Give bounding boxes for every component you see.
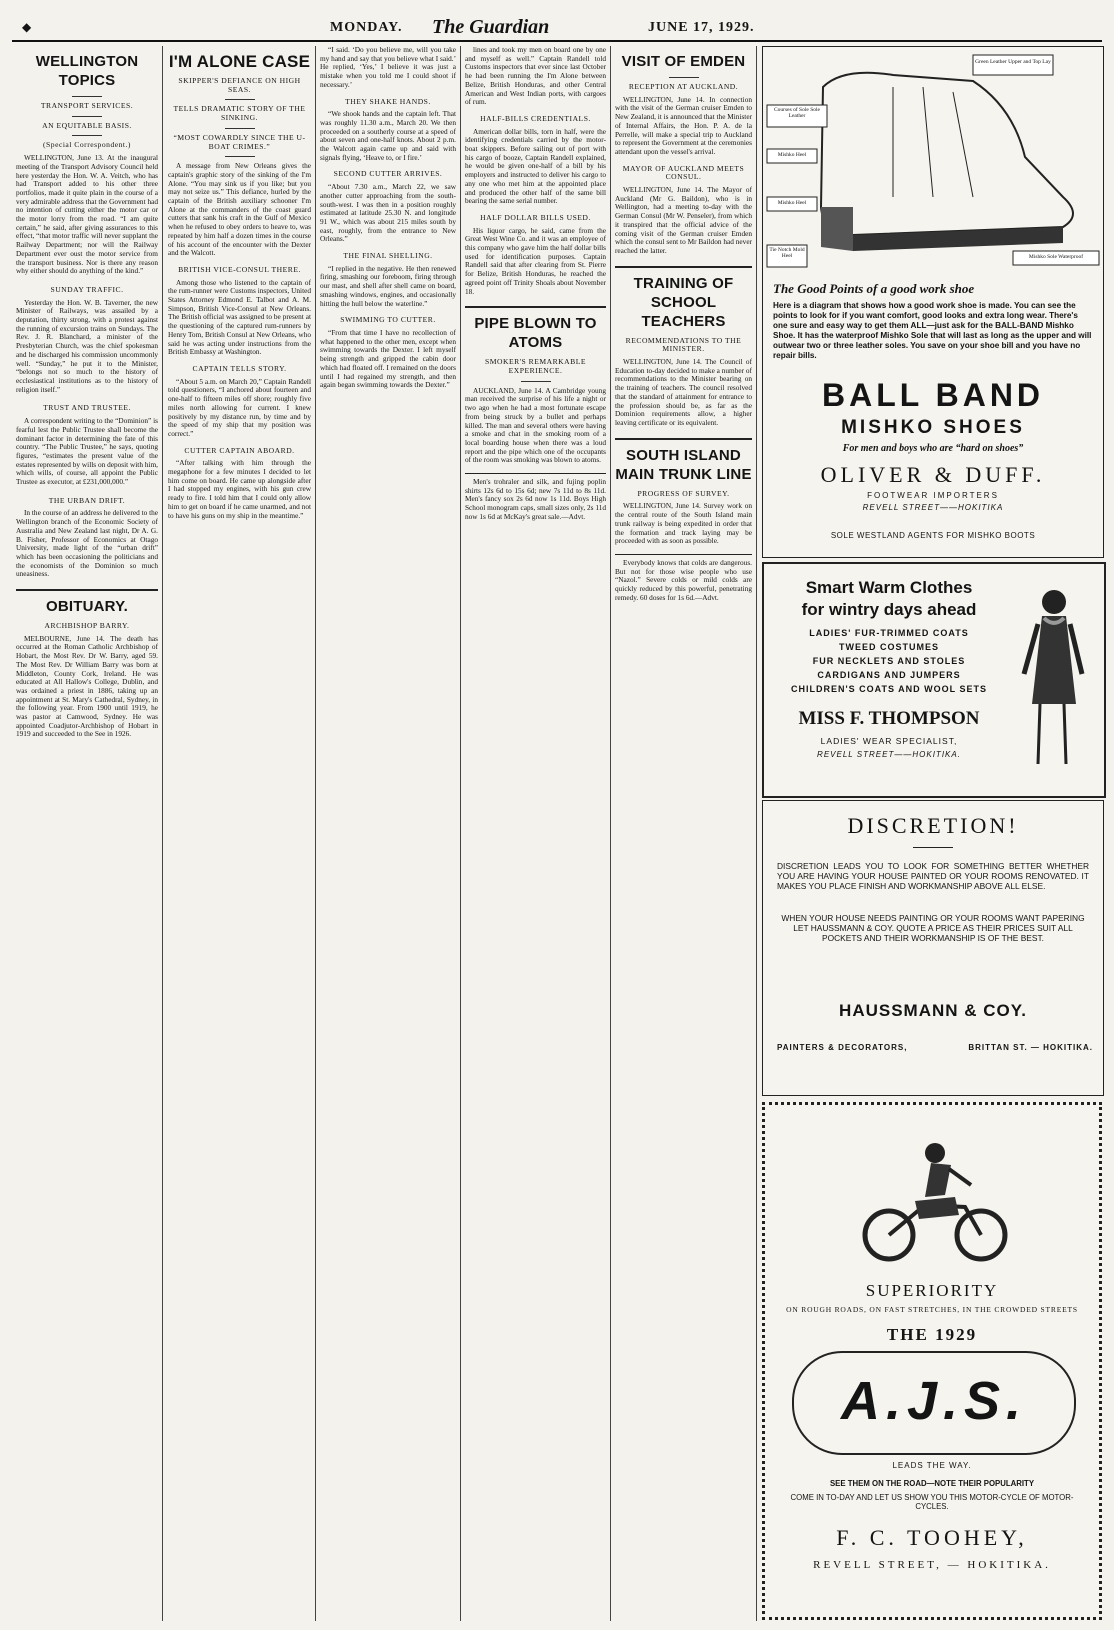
article-subhead: TRANSPORT SERVICES. xyxy=(40,101,134,110)
section-heading: SWIMMING TO CUTTER. xyxy=(340,315,436,325)
article-paragraph: Among those who listened to the captain of the rum-runner were Customs inspectors, United States Attorney Edmond E. Talbot and A. M. Simpson, British Vice-Consul at New Orleans. The British official was assigned to be present at the questioning of the captured rum-runners by Henry Tom, British Consul at New Orleans, who said he was acting under instructions from the British Embassy at Washington. xyxy=(168,277,311,357)
article-paragraph: “After talking with him through the megaphone for a few minutes I decided to let him come on board. He came up alongside after I had stopped my engines, with his gun crew ready to fire. I told him that I could only allow him to get on board if he came unarmed, and not to have his guns on my ship in the meantime.” xyxy=(168,458,311,520)
advertisement-text: Everybody knows that colds are dangerous. But not for those wise people who use “Nazol.” Severe colds or mild colds are quickly reduced by this powerful, penetrating remedy. 60 doses for 1s 6d.—Advt. xyxy=(615,557,752,602)
ad-headline: Smart Warm Clothes xyxy=(805,578,973,597)
ad-line: SEE THEM ON THE ROAD—NOTE THEIR POPULARITY xyxy=(829,1479,1035,1488)
firm-role: PAINTERS & DECORATORS, xyxy=(777,1043,908,1052)
firm-role: LADIES' WEAR SPECIALIST, xyxy=(820,736,958,746)
divider xyxy=(72,96,102,97)
firm-name: OLIVER & DUFF. xyxy=(820,462,1046,487)
firm-name: HAUSSMANN & COY. xyxy=(839,1001,1027,1020)
motorcycle-rider-icon xyxy=(855,1135,1015,1265)
masthead-day: MONDAY. xyxy=(330,20,403,35)
section-heading: THE FINAL SHELLING. xyxy=(343,251,433,261)
article-paragraph: American dollar bills, torn in half, were the identifying credentials carried by the motor-boat skippers. Before sailing out of port with his cargo of booze, Captain Randell explained, he would be given one-half of a bill by his employers and instructed to deliver his cargo to any one who met him at the appointed place and produced the other half of the same bill bearing the same serial number. xyxy=(465,126,606,206)
article-paragraph: A correspondent writing to the “Dominion” is fearful lest the Public Trustee shall become the dominant factor in determining the fate of this country. “The Public Trustee,” he says, quoting figures, “estimates the present value of the estates represented by wills on deposit with him, which wills, of course, all appoint the Public Trustee as executor, at £231,000,000.” xyxy=(16,416,158,487)
ad-subhead: ON ROUGH ROADS, ON FAST STRETCHES, IN THE CROWDED STREETS xyxy=(786,1305,1078,1314)
firm-address: REVELL STREET, — HOKITIKA. xyxy=(813,1559,1051,1571)
ad-headline: THE 1929 xyxy=(886,1325,978,1344)
article-headline: WELLINGTON TOPICS xyxy=(35,53,139,89)
firm-address: BRITTAN ST. — HOKITIKA. xyxy=(968,1043,1093,1052)
firm-name: F. C. TOOHEY, xyxy=(836,1525,1028,1550)
article-paragraph: In the course of an address he delivered to the Wellington branch of the Economic Society of Australia and New Zealand last night, Dr A. G. B. Fisher, Professor of Economics at Otago University, made light of the “urban drift” which has been occasioning the politicians and the economists of the Dominion so much uneasiness. xyxy=(16,508,158,579)
divider xyxy=(225,99,255,100)
section-heading: BRITISH VICE-CONSUL THERE. xyxy=(178,264,301,274)
article-subhead: “MOST COWARDLY SINCE THE U-BOAT CRIMES.” xyxy=(173,132,306,151)
section-heading: SECOND CUTTER ARRIVES. xyxy=(333,169,443,179)
ad-body: WHEN YOUR HOUSE NEEDS PAINTING OR YOUR ROOMS WANT PAPERING LET HAUSSMANN & COY. QUOTE A PRICE AS THEIR PRICES SUIT ALL POCKETS AND THEIR WORKMANSHIP IS OF THE BEST. xyxy=(781,913,1085,943)
column-im-alone-continued xyxy=(320,46,456,1621)
article-headline: PIPE BLOWN TO ATOMS xyxy=(474,315,597,352)
ad-line: TWEED COSTUMES xyxy=(838,642,939,652)
article-paragraph: WELLINGTON, June 13. At the inaugural meeting of the Transport Advisory Council held here yesterday the Hon. W. A. Veitch, who has had Transport added to his other three portfolios, made it quite plain in the course of a very admirable address that the Government had no intention of cutting either the motor car or the motor lorry from the road. “I am quite certain,” he said, after giving assurances to this effect, “that motor traffic will never supplant the Railway Department; nor will the Railway Department ever oust the motor service from the transport business. Nor is there any reason why either should do anything of the kind.” xyxy=(16,153,158,276)
article-subhead: SMOKER'S REMARKABLE EXPERIENCE. xyxy=(485,357,586,375)
article-headline: VISIT OF EMDEN xyxy=(621,53,746,70)
article-paragraph: WELLINGTON, June 14. The Mayor of Auckland (Mr G. Baildon), who is in Wellington, had a meeting to-day with the German Consul (Mr W. Penseler), from which it transpired that the official advice of the coming visit of the German cruiser Emden which the consul sent to Mr Baildon had never reached the latter. xyxy=(615,185,752,255)
section-heading: TRUST AND TRUSTEE. xyxy=(43,403,131,413)
section-heading: THEY SHAKE HANDS. xyxy=(345,96,431,106)
article-paragraph: lines and took my men on board one by one and myself as well.” Captain Randell told Customs inspectors that ever since last October he had been running the I'm Alone between Belize, British Honduras, and other Central American and West Indian ports, with cargoes of rum. xyxy=(465,46,606,107)
diagram-label: Mishko Heel xyxy=(777,200,807,206)
column-rule xyxy=(162,46,163,1621)
masthead-paper-title: The Guardian xyxy=(432,16,550,38)
firm-address: REVELL STREET——HOKITIKA. xyxy=(817,750,961,759)
divider xyxy=(465,473,606,474)
article-subhead: RECEPTION AT AUCKLAND. xyxy=(628,82,739,91)
divider xyxy=(72,135,102,136)
section-heading: THE URBAN DRIFT. xyxy=(48,495,126,505)
advertisement-text: Men's trohraler and silk, and fujing poplin shirts 12s 6d to 15s 6d; new 7s 11d to 8s 11d. Men's fancy sox 2s 6d now 1s 11d. Boys High School monogram caps, small sizes only, 2s 11d now 1s 6d at McKay's great sale.—Advt. xyxy=(465,477,606,521)
ad-line: COME IN TO-DAY AND LET US SHOW YOU THIS MOTOR-CYCLE OF MOTOR-CYCLES. xyxy=(790,1493,1074,1511)
diagram-label: Tie Notch Mold Heel xyxy=(769,247,805,259)
shoe-advertisement xyxy=(762,46,1104,558)
column-rule xyxy=(315,46,316,1621)
ad-headline: SUPERIORITY xyxy=(865,1281,999,1300)
masthead-ornament: ◆ xyxy=(22,20,32,34)
firm-agents: SOLE WESTLAND AGENTS FOR MISHKO BOOTS xyxy=(830,531,1036,540)
discretion-advertisement xyxy=(762,800,1104,1096)
ad-body: DISCRETION LEADS YOU TO LOOK FOR SOMETHING BETTER WHETHER YOU ARE HAVING YOUR HOUSE PAINTED OR YOUR ROOMS RENOVATED. IT MAKES YOU PLACE FINISH AND WORKMANSHIP ABOVE ALL ELSE. xyxy=(777,861,1089,891)
article-paragraph: WELLINGTON, June 14. The Council of Education to-day decided to make a number of recommendations to the Minister bearing on the training of teachers. The council resolved that the standard of attainment for entrance to the profession should be, as far as the Dominion requirements allow, a higher leaving certificate or its equivalent. xyxy=(615,357,752,427)
column-rule xyxy=(756,46,757,1621)
ad-headline: The Good Points of a good work shoe xyxy=(773,281,975,296)
column-rule xyxy=(610,46,611,1621)
brand-subtitle: MISHKO SHOES xyxy=(841,417,1025,438)
article-paragraph: WELLINGTON, June 14. In connection with the visit of the German cruiser Emden to New Zealand, it is announced that the Minister of Internal Affairs, the Hon. P. A. de la Perrelle, will make a special trip to Auckland to represent the Government at the ceremonies attendant upon the vessel's arrival. xyxy=(615,94,752,156)
divider xyxy=(913,847,953,848)
shoe-diagram-icon xyxy=(763,47,1103,277)
divider xyxy=(225,128,255,129)
article-paragraph: WELLINGTON, June 14. Survey work on the central route of the South Island main trunk railway is being expedited in order that the formation and track laying may be proceeded with as soon as possible. xyxy=(615,501,752,546)
ad-body: Here is a diagram that shows how a good work shoe is made. You can see the points to look for if you want comfort, good looks and extra long wear. There's one sure and easy way to get them ALL—just ask for the BALL-BAND Mishko Shoe. It has the waterproof Mishko Sole that will last as long as the upper and will outwear two or three leather soles. You save on your shoe bill and you have no repair bills. xyxy=(773,301,1092,360)
diagram-label: Mishko Sole Waterproof xyxy=(1028,254,1084,260)
ad-line: FUR NECKLETS AND STOLES xyxy=(812,656,966,666)
section-heading: HALF DOLLAR BILLS USED. xyxy=(480,212,591,222)
column-emden-teachers xyxy=(615,46,752,1621)
firm-subtitle: FOOTWEAR IMPORTERS xyxy=(867,491,999,500)
article-paragraph: His liquor cargo, he said, came from the Great West Wine Co. and it was an employee of this company who gave him the half dollar bills used for identification purposes. Captain Randell said that after clearing from St. Pierre for Belize, British Honduras, he reached the agreed point off Trinity Shoals about November 18. xyxy=(465,225,606,296)
column-im-alone-case xyxy=(168,46,311,1621)
obituary-subhead: ARCHBISHOP BARRY. xyxy=(44,621,130,631)
masthead xyxy=(12,14,1102,42)
column-rule xyxy=(460,46,461,1621)
section-heading: HALF-BILLS CREDENTIALS. xyxy=(480,113,591,123)
woman-figure-icon xyxy=(1012,584,1092,774)
article-paragraph: AUCKLAND, June 14. A Cambridge young man received the surprise of his life a night or two ago when he had a most fortunate escape from being struck by a bullet and perhaps killed. The man and several others were having a smoke and chat in the smoking room of a local boarding house when there was a loud report and the pipe which one of the occupants of the room was smoking was blown to atoms. xyxy=(465,385,606,465)
ad-line: LADIES' FUR-TRIMMED COATS xyxy=(809,628,969,638)
divider xyxy=(225,156,255,157)
article-paragraph: “We shook hands and the captain left. That was roughly 11.30 a.m., March 20. We then proceeded on a southerly course at a speed of about seven and one-half knots. About 2 p.m. the Walcott again came up and said with signals flying, ‘Heave to, or I fire.’ xyxy=(320,109,456,162)
ad-tagline: LEADS THE WAY. xyxy=(892,1461,972,1470)
divider xyxy=(16,589,158,591)
section-heading: CUTTER CAPTAIN ABOARD. xyxy=(184,445,295,455)
article-byline: (Special Correspondent.) xyxy=(43,140,131,150)
article-headline: TRAINING OF SCHOOL TEACHERS xyxy=(633,274,734,330)
divider xyxy=(615,266,752,268)
article-paragraph: “About 7.30 a.m., March 22, we saw another cutter approaching from the south-south-west. I was then in a position roughly estimated at latitude 25.30 N. and longitude 91 W., which was about 215 miles south by east, roughly, from the entrance to New Orleans.” xyxy=(320,182,456,244)
article-headline: I'M ALONE CASE xyxy=(168,52,311,71)
section-heading: CAPTAIN TELLS STORY. xyxy=(192,363,287,373)
obituary-headline: OBITUARY. xyxy=(45,598,129,616)
ad-tagline: For men and boys who are “hard on shoes” xyxy=(842,443,1024,454)
ad-line: CARDIGANS AND JUMPERS xyxy=(817,670,961,680)
firm-address: REVELL STREET——HOKITIKA xyxy=(862,503,1004,512)
column-half-bills xyxy=(465,46,606,1621)
diagram-label: Courses of Sole Sole Leather xyxy=(774,107,820,119)
clothes-advertisement xyxy=(762,562,1106,798)
divider xyxy=(615,554,752,555)
firm-name: MISS F. THOMPSON xyxy=(798,708,980,729)
ad-line: CHILDREN'S COATS AND WOOL SETS xyxy=(791,684,987,694)
article-subhead: RECOMMENDATIONS TO THE MINISTER. xyxy=(625,335,742,354)
article-subhead: TELLS DRAMATIC STORY OF THE SINKING. xyxy=(173,104,306,123)
diagram-label: Green Leather Upper and Top Lay xyxy=(975,59,1051,65)
divider xyxy=(615,438,752,440)
article-subhead: SKIPPER'S DEFIANCE ON HIGH SEAS. xyxy=(178,76,301,94)
article-paragraph: “From that time I have no recollection of what happened to the other men, except when swimming towards the Dexter. I left myself being strength and gripped the cabin door which had floated off. I remained on the doors until I had regained my strength, and then again began swimming towards the Dexter.” xyxy=(320,327,456,390)
section-heading: MAYOR OF AUCKLAND MEETS CONSUL. xyxy=(622,163,745,182)
section-heading: SUNDAY TRAFFIC. xyxy=(50,284,124,294)
column-wellington-topics xyxy=(16,46,158,1621)
article-paragraph: “I replied in the negative. He then renewed firing, smashing our foreboom, firing through our mast, and shell after shell came on board, smashing windows, engines, and occasionally hitting the hull below the waterline.” xyxy=(320,263,456,308)
article-headline: SOUTH ISLAND MAIN TRUNK LINE xyxy=(615,446,752,483)
divider xyxy=(669,77,699,78)
brand-logo: BALL BAND xyxy=(821,377,1045,413)
divider xyxy=(72,116,102,117)
divider xyxy=(465,306,606,308)
masthead-date: JUNE 17, 1929. xyxy=(648,20,755,35)
article-paragraph: “About 5 a.m. on March 20,” Captain Randell told questioners, “I anchored about fourteen and one-half to fifteen miles off shore; roughly five miles north allowing for current. I knew positively by my distance run, by time and by the speed of my ship that my position was correct.” xyxy=(168,376,311,438)
ajs-motorcycle-advertisement xyxy=(762,1102,1102,1620)
article-paragraph: “I said. ‘Do you believe me, will you take my hand and say that you believe what I said.’ He replied, ‘Yes,’ I believe it was just a mistake when you told me I could shoot if necessary.’ xyxy=(320,46,456,89)
ad-headline: DISCRETION! xyxy=(847,813,1019,838)
ajs-logo: A.J.S. xyxy=(792,1351,1076,1455)
article-paragraph: Yesterday the Hon. W. B. Taverner, the new Minister of Railways, was assailed by a deputation, thirty strong, with a protest against the running of excursion trains on Sundays. The Rev. J. R. Blanchard, a minister of the Presbyterian Church, was the chief spokesman and he discharged his commission uncommonly well. “Sunday,” he put it to the Minister, “belongs not so much to the history of ecclesiastical institutions as to the history of religion itself.” xyxy=(16,297,158,394)
obituary-paragraph: MELBOURNE, June 14. The death has occurred at the Roman Catholic Archbishop of Hobart, the Most Rev. Dr W. Barry, aged 59. The Most Rev. Dr William Barry was born at Middleton, County Cork, Ireland. He was educated at All Hallow's College, Dublin, and was ordained a priest in 1886, taking up an appointment at St. Mary's Cathedral, Sydney, in the following year. From 1900 until 1919, he was pastor at Camwood, Sydney. He was appointed Coadjutor-Archbishop of Hobart in 1919 and succeeded to the See in 1926. xyxy=(16,633,158,739)
diagram-label: Mishko Heel xyxy=(777,152,807,158)
divider xyxy=(521,381,551,382)
article-paragraph: A message from New Orleans gives the captain's graphic story of the sinking of the I'm Alone. “You may sink us if you like; but you may not seize us.” This defiance, hurled by the captain of the British auxiliary schooner I'm Alone at the commanders of the coast guard cutters that sank his craft in the Gulf of Mexico when he refused to obey orders to heave to, was repeated by him half a dozen times in the course of his account of the encounter with the Dexter and the Walcott. xyxy=(168,161,311,258)
article-subhead: AN EQUITABLE BASIS. xyxy=(42,120,132,130)
article-subhead: PROGRESS OF SURVEY. xyxy=(637,488,730,498)
ad-headline: for wintry days ahead xyxy=(801,600,977,619)
